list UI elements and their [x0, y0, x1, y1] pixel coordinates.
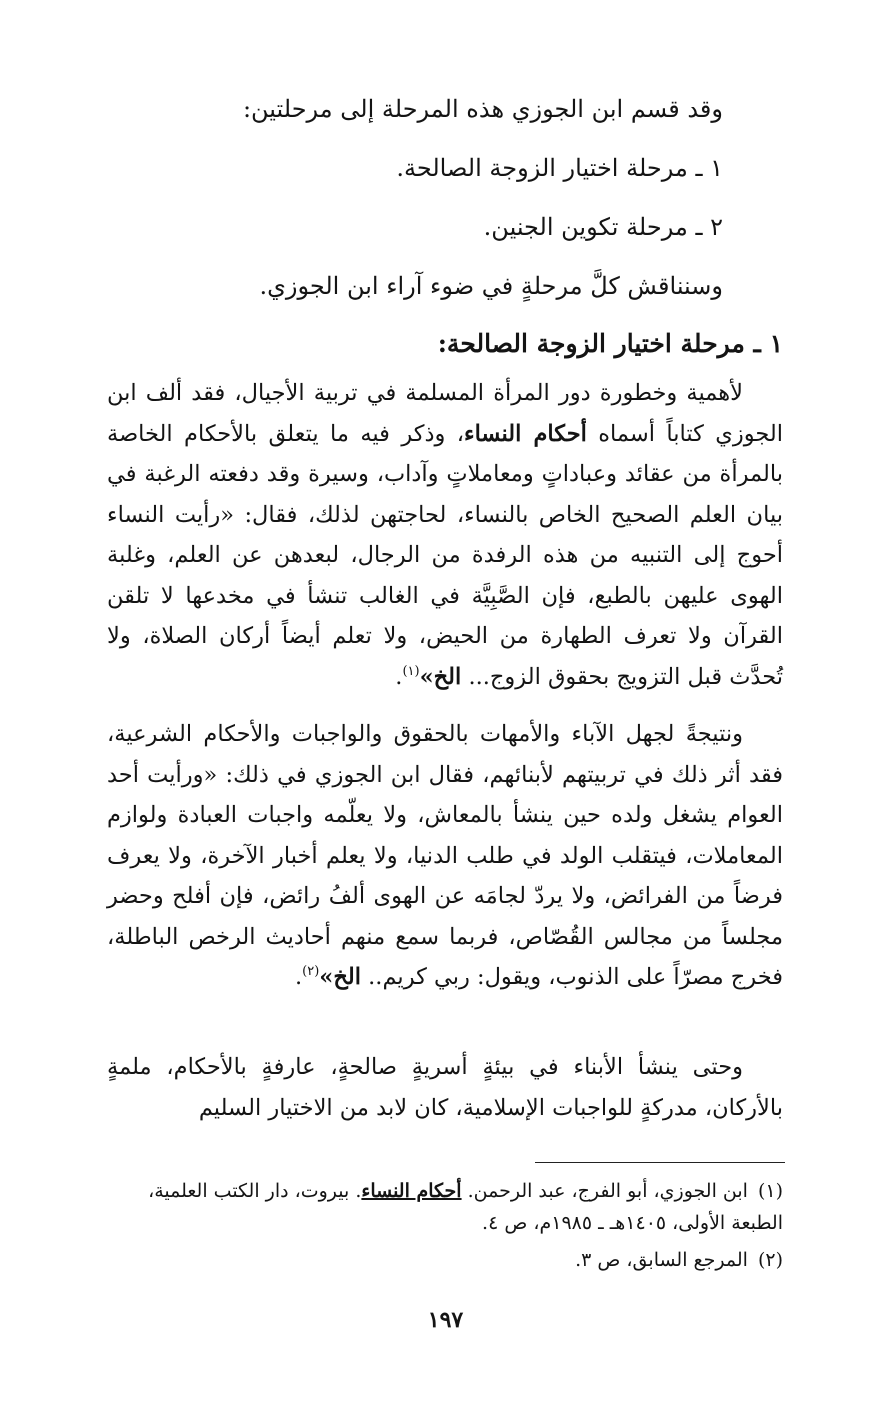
paragraph: [107, 714, 783, 998]
intro-line: وسنناقش كلَّ مرحلةٍ في ضوء آراء ابن الجوزي.: [259, 272, 723, 300]
footnote-divider: [535, 1162, 785, 1163]
intro-line: وقد قسم ابن الجوزي هذه المرحلة إلى مرحلتين:: [242, 95, 723, 123]
intro-block: [83, 80, 723, 316]
footnote-text: المرجع السابق، ص ٣.: [575, 1249, 748, 1271]
section-heading: ١ ـ مرحلة اختيار الزوجة الصالحة:: [437, 329, 783, 358]
book-title: أحكام النساء: [464, 420, 587, 447]
paragraph-text: ونتيجةً لجهل الآباء والأمهات بالحقوق والواجبات والأحكام الشرعية، فقد أثر ذلك في تربيتهم لأبنائهم، فقال ابن الجوزي في ذلك: «ورأيت أحد العوام يشغل ولده حين ينشأ بالمعاش، ولا يعلّمه واجبات العبادة ولوازم المعاملات، فيتقلب الولد في طلب الدنيا، ولا يعلم أخبار الآخرة، ولا يعرف فرضاً من الفرائض، ولا يردّ لجامَه عن الهوى ألفُ رائض، فإن أفلح وحضر مجلساً من مجالس القُصّاص، فربما سمع منهم أحاديث الرخص الباطلة، فخرج مصرّاً على الذنوب، ويقول: ربي كريم..: [107, 721, 783, 990]
footnote-book-title: أحكام النساء: [361, 1180, 462, 1202]
footnote-text: ابن الجوزي، أبو الفرج، عبد الرحمن.: [461, 1180, 748, 1202]
footnote-number: (١): [757, 1180, 783, 1202]
page-number: ١٩٧: [427, 1307, 464, 1333]
etc-text: الخ»: [419, 663, 462, 690]
paragraph: [107, 1047, 783, 1128]
sentence-end: .: [295, 964, 303, 990]
footnote-ref[interactable]: (٢): [302, 964, 320, 979]
footnote-ref[interactable]: (١): [402, 663, 420, 679]
paragraph-text: ، وذكر فيه ما يتعلق بالأحكام الخاصة بالمرأة من عقائد وعباداتٍ ومعاملاتٍ وآداب، وسيرة وقد دفعته الرغبة في بيان العلم الصحيح الخاص بالنساء، لحاجتهن لذلك، فقال: «رأيت النساء أحوج إلى التنبيه من هذه الرفدة من الرجال، لبعدهن عن العلم، وغلبة الهوى عليهن بالطبع، فإن الصَّبِيَّة في الغالب تنشأ في مخدعها لا تلقن القرآن ولا تعرف الطهارة من الحيض، ولا تعلم أيضاً أركان الصلاة، ولا تُحدَّث قبل التزويج بحقوق الزوج...: [107, 420, 783, 690]
sentence-end: .: [395, 663, 403, 690]
paragraph-text: لأهمية وخطورة دور المرأة المسلمة في تربية الأجيال، فقد ألف ابن الجوزي كتاباً أسماه: [107, 380, 784, 447]
footnote-number: (٢): [757, 1249, 783, 1271]
intro-line: ٢ ـ مرحلة تكوين الجنين.: [483, 213, 723, 241]
footnote-text: . بيروت، دار الكتب العلمية، الطبعة الأولى، ١٤٠٥هـ ـ ١٩٨٥م، ص ٤.: [148, 1180, 783, 1234]
footnote: [107, 1175, 783, 1239]
paragraph: [107, 373, 783, 697]
etc-text: الخ»: [319, 964, 361, 990]
intro-line: ١ ـ مرحلة اختيار الزوجة الصالحة.: [396, 154, 723, 182]
paragraph-text: وحتى ينشأ الأبناء في بيئةٍ أسريةٍ صالحةٍ، عارفةٍ بالأحكام، ملمةٍ بالأركان، مدركةٍ للواجبات الإسلامية، كان لابد من الاختيار السليم: [107, 1054, 783, 1121]
footnote: [107, 1244, 783, 1276]
